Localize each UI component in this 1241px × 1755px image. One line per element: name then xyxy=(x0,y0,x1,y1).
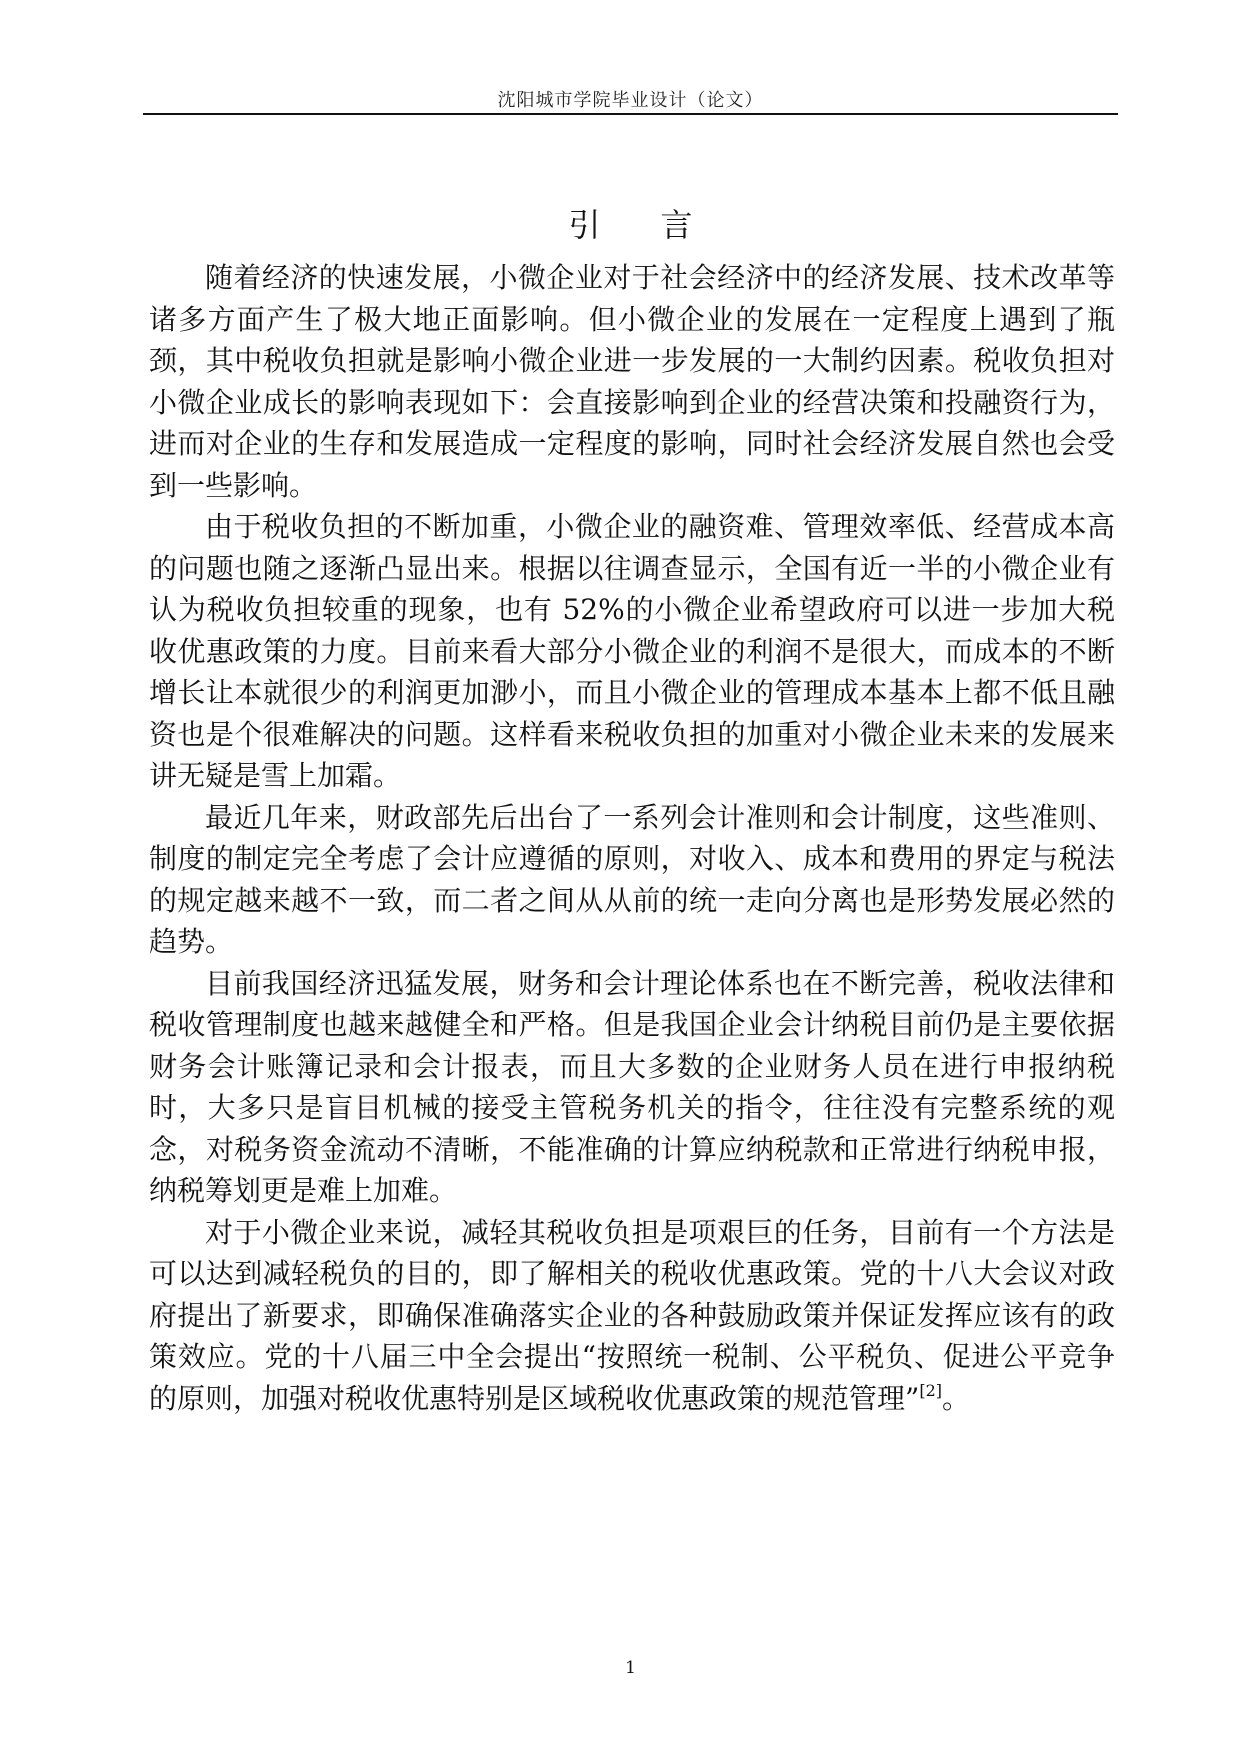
page-number: 1 xyxy=(625,1658,636,1678)
paragraph-1: 随着经济的快速发展，小微企业对于社会经济中的经济发展、技术改革等诸多方面产生了极大地正面影响。但小微企业的发展在一定程度上遇到了瓶颈，其中税收负担就是影响小微企业进一步发展的一大制约因素。税收负担对小微企业成长的影响表现如下：会直接影响到企业的经营决策和投融资行为，进而对企业的生存和发展造成一定程度的影响，同时社会经济发展自然也会受到一些影响。 xyxy=(149,261,1115,502)
header-rule xyxy=(143,113,1118,115)
section-title: 引言 xyxy=(568,206,753,244)
paragraph-5 xyxy=(149,1212,1115,1420)
paragraph-5-end: 。 xyxy=(942,1381,971,1415)
running-header: 沈阳城市学院毕业设计（论文） xyxy=(497,90,764,111)
paragraph-3: 最近几年来，财政部先后出台了一系列会计准则和会计制度，这些准则、制度的制定完全考虑了会计应遵循的原则，对收入、成本和费用的界定与税法的规定越来越不一致，而二者之间从从前的统一走向分离也是形势发展必然的趋势。 xyxy=(149,800,1115,958)
body-text xyxy=(149,257,1115,1419)
citation-marker: [2] xyxy=(919,1380,942,1400)
paragraph-2: 由于税收负担的不断加重，小微企业的融资难、管理效率低、经营成本高的问题也随之逐渐凸显出来。根据以往调查显示，全国有近一半的小微企业有认为税收负担较重的现象，也有 52%的小微企业希望政府可以进一步加大税收优惠政策的力度。目前来看大部分小微企业的利润不是很大，而成本的不断增长让本就很少的利润更加渺小，而且小微企业的管理成本基本上都不低且融资也是个很难解决的问题。这样看来税收负担的加重对小微企业未来的发展来讲无疑是雪上加霜。 xyxy=(149,510,1115,792)
paragraph-5-text: 对于小微企业来说，减轻其税收负担是项艰巨的任务，目前有一个方法是可以达到减轻税负的目的，即了解相关的税收优惠政策。党的十八大会议对政府提出了新要求，即确保准确落实企业的各种鼓励政策并保证发挥应该有的政策效应。党的十八届三中全会提出“按照统一税制、公平税负、促进公平竞争的原则，加强对税收优惠特别是区域税收优惠政策的规范管理” xyxy=(149,1215,1115,1415)
paragraph-4: 目前我国经济迅猛发展，财务和会计理论体系也在不断完善，税收法律和税收管理制度也越来越健全和严格。但是我国企业会计纳税目前仍是主要依据财务会计账簿记录和会计报表，而且大多数的企业财务人员在进行申报纳税时，大多只是盲目机械的接受主管税务机关的指令，往往没有完整系统的观念，对税务资金流动不清晰，不能准确的计算应纳税款和正常进行纳税申报，纳税筹划更是难上加难。 xyxy=(149,966,1115,1207)
